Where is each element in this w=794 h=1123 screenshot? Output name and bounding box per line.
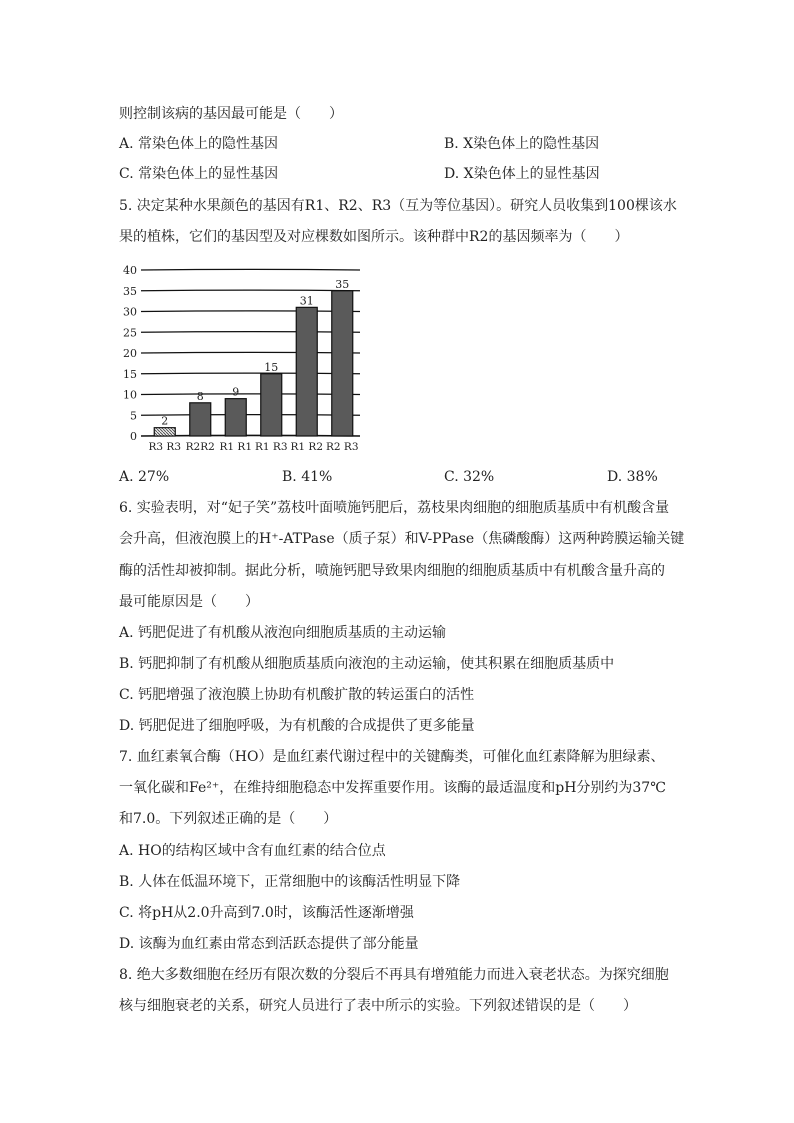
y-tick-label: 40 xyxy=(123,264,137,277)
q7-option-c: C. 将pH从2.0升高到7.0时，该酶活性逐渐增强 xyxy=(119,905,414,921)
y-tick-label: 30 xyxy=(123,305,137,319)
q7-stem-line-1: 7. 血红素氧合酶（HO）是血红素代谢过程中的关键酶类，可催化血红素降解为胆绿素、 xyxy=(119,749,665,765)
bar xyxy=(190,403,211,436)
q5-stem-line-2: 果的植株，它们的基因型及对应棵数如图所示。该种群中R2的基因频率为（ ） xyxy=(119,229,629,245)
bar-value-label: 8 xyxy=(196,389,204,403)
x-category-label: R3 R3 xyxy=(148,441,182,453)
bar xyxy=(296,307,317,436)
genotype-bar-chart xyxy=(115,258,365,458)
q5-stem-line-1: 5. 决定某种水果颜色的基因有R1、R2、R3（互为等位基因）。研究人员收集到100棵该水 xyxy=(119,198,677,214)
x-category-label: R2R2 xyxy=(185,441,215,453)
gridline xyxy=(141,373,360,374)
q6-option-b: B. 钙肥抑制了有机酸从细胞质基质向液泡的主动运输，使其积累在细胞质基质中 xyxy=(119,656,615,672)
bar-value-label: 9 xyxy=(232,385,240,399)
gridline xyxy=(141,332,360,333)
gridline xyxy=(141,415,360,416)
gridline xyxy=(141,269,360,270)
q5-option-b: B. 41% xyxy=(282,469,333,485)
bar-value-label: 35 xyxy=(335,277,350,291)
bar-value-label: 15 xyxy=(264,360,279,374)
bar xyxy=(261,374,282,436)
q6-option-d: D. 钙肥促进了细胞呼吸，为有机酸的合成提供了更多能量 xyxy=(119,718,475,734)
q6-stem-line-4: 最可能原因是（ ） xyxy=(119,594,259,610)
q5-option-d: D. 38% xyxy=(607,469,658,485)
q7-option-b: B. 人体在低温环境下，正常细胞中的该酶活性明显下降 xyxy=(119,874,461,890)
x-category-label: R1 R3 xyxy=(254,441,288,453)
q5-option-a: A. 27% xyxy=(119,469,170,485)
bar xyxy=(154,428,175,436)
gridline xyxy=(141,352,360,353)
q4-option-b: B. X染色体上的隐性基因 xyxy=(444,136,600,152)
bar-value-label: 31 xyxy=(299,294,314,308)
q6-stem-line-3: 酶的活性却被抑制。据此分析，喷施钙肥导致果肉细胞的细胞质基质中有机酸含量升高的 xyxy=(119,563,665,579)
q4-option-a: A. 常染色体上的隐性基因 xyxy=(119,136,279,152)
q6-option-a: A. 钙肥促进了有机酸从液泡向细胞质基质的主动运输 xyxy=(119,625,447,641)
y-tick-label: 35 xyxy=(123,284,137,298)
y-tick-label: 25 xyxy=(123,326,137,340)
x-category-label: R1 R2 xyxy=(290,441,324,453)
y-tick-label: 15 xyxy=(123,367,137,381)
bar xyxy=(332,291,353,436)
gridline xyxy=(141,290,360,291)
q7-stem-line-2: 一氧化碳和Fe²⁺，在维持细胞稳态中发挥重要作用。该酶的最适温度和pH分别约为37℃ xyxy=(119,780,666,796)
y-tick-label: 0 xyxy=(130,430,137,443)
q6-option-c: C. 钙肥增强了液泡膜上协助有机酸扩散的转运蛋白的活性 xyxy=(119,687,475,703)
question-lead-text: 则控制该病的基因最可能是（ ） xyxy=(119,106,343,122)
y-tick-label: 5 xyxy=(130,409,137,423)
y-tick-label: 10 xyxy=(123,388,137,402)
q4-option-d: D. X染色体上的显性基因 xyxy=(444,166,600,182)
gridline xyxy=(141,311,360,312)
q7-option-d: D. 该酶为血红素由常态到活跃态提供了部分能量 xyxy=(119,936,419,952)
q7-option-a: A. HO的结构区域中含有血红素的结合位点 xyxy=(119,843,386,859)
x-category-label: R2 R3 xyxy=(325,441,359,453)
y-tick-label: 20 xyxy=(123,347,137,360)
q8-stem-line-1: 8. 绝大多数细胞在经历有限次数的分裂后不再具有增殖能力而进入衰老状态。为探究细胞 xyxy=(119,967,669,983)
q4-option-c: C. 常染色体上的显性基因 xyxy=(119,166,279,182)
bar xyxy=(225,399,246,436)
bar-value-label: 2 xyxy=(161,414,169,428)
q8-stem-line-2: 核与细胞衰老的关系，研究人员进行了表中所示的实验。下列叙述错误的是（ ） xyxy=(119,998,637,1014)
q7-stem-line-3: 和7.0。下列叙述正确的是（ ） xyxy=(119,811,338,827)
q6-stem-line-1: 6. 实验表明，对“妃子笑”荔枝叶面喷施钙肥后，荔枝果肉细胞的细胞质基质中有机酸含量 xyxy=(119,500,670,516)
q5-option-c: C. 32% xyxy=(444,469,495,485)
q6-stem-line-2: 会升高，但液泡膜上的H⁺-ATPase（质子泵）和V-PPase（焦磷酸酶）这两种跨膜运输关键 xyxy=(119,531,685,547)
gridline xyxy=(141,394,360,395)
x-category-label: R1 R1 xyxy=(219,441,253,453)
